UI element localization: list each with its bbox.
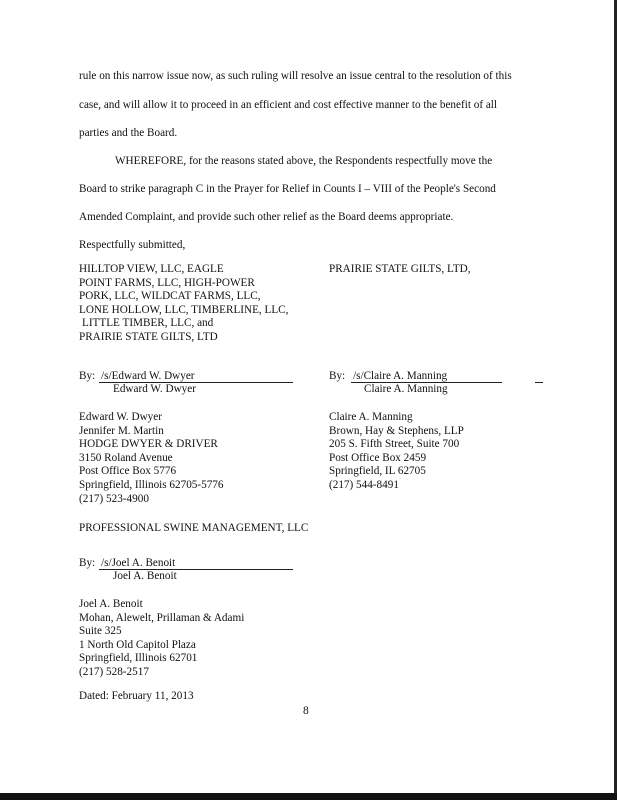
left-party-line: PRAIRIE STATE GILTS, LTD xyxy=(79,330,218,343)
left-contact-line: HODGE DWYER & DRIVER xyxy=(79,438,218,451)
third-contact-line: Mohan, Alewelt, Prillaman & Adami xyxy=(79,611,245,624)
third-contact-line: (217) 528-2517 xyxy=(79,665,149,678)
third-contact-line: Joel A. Benoit xyxy=(79,598,143,610)
scan-edge-bottom xyxy=(0,793,617,800)
right-by-label: By: xyxy=(329,370,346,382)
third-contact-line: Suite 325 xyxy=(79,625,122,638)
left-signature: /s/Edward W. Dwyer xyxy=(101,370,195,382)
left-contact-line: Jennifer M. Martin xyxy=(79,424,164,437)
right-contact-block xyxy=(329,411,464,493)
right-contact-line: Springfield, IL 62705 xyxy=(329,465,426,478)
right-signer-name: Claire A. Manning xyxy=(364,383,448,395)
left-contact-block xyxy=(79,411,224,506)
third-by-label: By: xyxy=(79,557,96,569)
right-contact-line: 205 S. Fifth Street, Suite 700 xyxy=(329,438,460,451)
third-signer-name: Joel A. Benoit xyxy=(113,570,177,582)
stray-mark xyxy=(535,382,543,383)
closing-text: Respectfully submitted, xyxy=(79,239,186,251)
left-by-label: By: xyxy=(79,370,96,382)
right-contact-line: Brown, Hay & Stephens, LLP xyxy=(329,424,464,437)
body-line-6: Amended Complaint, and provide such other relief as the Board deems appropriate. xyxy=(79,211,454,223)
third-party-name: PROFESSIONAL SWINE MANAGEMENT, LLC xyxy=(79,522,309,534)
body-line-1: rule on this narrow issue now, as such ruling will resolve an issue central to the resolution of this xyxy=(79,70,512,82)
right-contact-line: Post Office Box 2459 xyxy=(329,451,427,464)
left-party-line: LITTLE TIMBER, LLC, and xyxy=(82,317,214,330)
left-party-names xyxy=(79,263,288,345)
left-contact-line: Springfield, Illinois 62705-5776 xyxy=(79,478,224,491)
page-number: 8 xyxy=(303,705,309,717)
third-contact-block xyxy=(79,598,244,680)
left-contact-line: Post Office Box 5776 xyxy=(79,465,177,478)
left-party-line: PORK, LLC, WILDCAT FARMS, LLC, xyxy=(79,290,261,303)
third-contact-line: 1 North Old Capitol Plaza xyxy=(79,638,196,651)
body-line-3: parties and the Board. xyxy=(79,127,178,139)
left-contact-line: 3150 Roland Avenue xyxy=(79,451,173,464)
body-line-5: Board to strike paragraph C in the Prayer for Relief in Counts I – VIII of the People's Second xyxy=(79,183,496,195)
body-line-4: WHEREFORE, for the reasons stated above, the Respondents respectfully move the xyxy=(115,155,493,167)
left-party-line: POINT FARMS, LLC, HIGH-POWER xyxy=(79,276,255,289)
third-signature: /s/Joel A. Benoit xyxy=(101,557,176,569)
third-contact-line: Springfield, Illinois 62701 xyxy=(79,652,198,665)
right-contact-line: (217) 544-8491 xyxy=(329,478,399,491)
dated-line: Dated: February 11, 2013 xyxy=(79,690,194,702)
left-contact-line: (217) 523-4900 xyxy=(79,492,149,505)
body-line-2: case, and will allow it to proceed in an efficient and cost effective manner to the benefit of all xyxy=(79,99,498,111)
left-party-line: LONE HOLLOW, LLC, TIMBERLINE, LLC, xyxy=(79,303,289,316)
right-contact-line: Claire A. Manning xyxy=(329,411,413,423)
right-signature: /s/Claire A. Manning xyxy=(353,370,448,382)
left-contact-line: Edward W. Dwyer xyxy=(79,411,162,423)
left-signer-name: Edward W. Dwyer xyxy=(113,383,196,395)
left-party-line: HILLTOP VIEW, LLC, EAGLE xyxy=(79,263,224,275)
right-party-name: PRAIRIE STATE GILTS, LTD, xyxy=(329,263,471,275)
